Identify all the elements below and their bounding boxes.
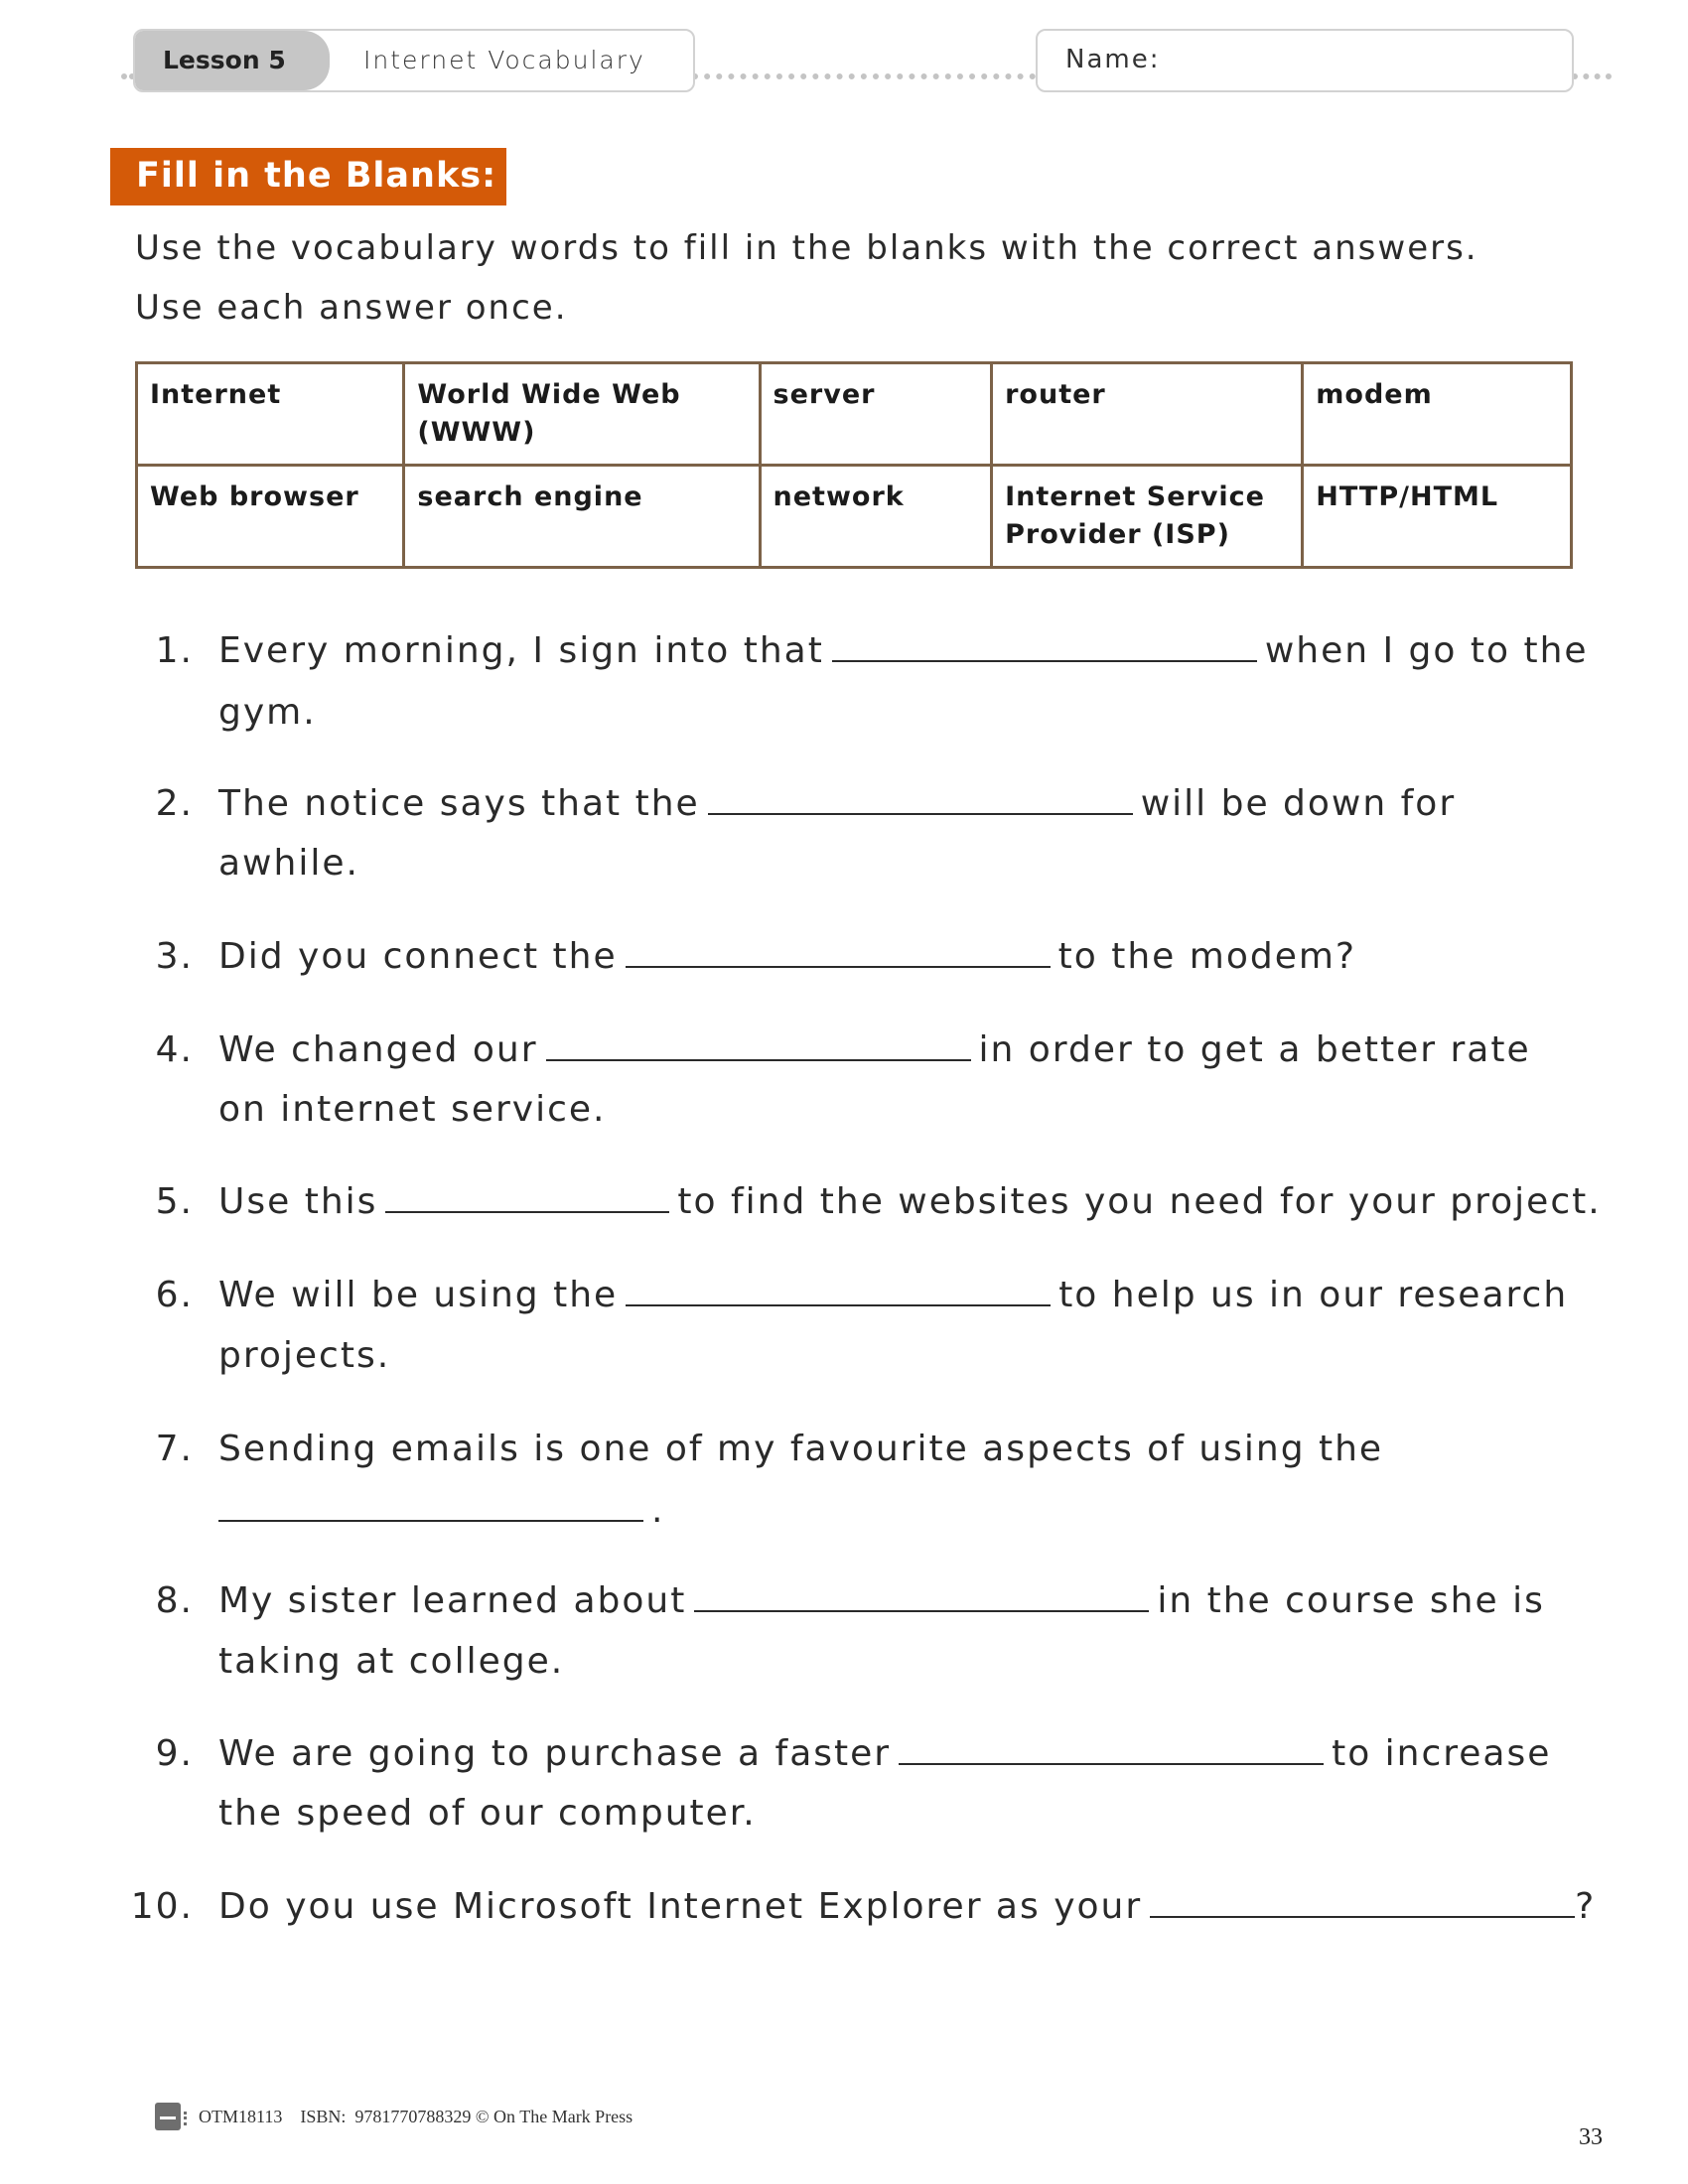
- name-label: Name:: [1065, 45, 1161, 74]
- footer-isbn: 9781770788329: [354, 2107, 472, 2126]
- word-bank-table: [135, 361, 1573, 569]
- question-text: gym.: [218, 692, 317, 733]
- section-title-banner: [110, 148, 506, 205]
- answer-blank[interactable]: [546, 1029, 971, 1061]
- question-number: 2.: [155, 783, 194, 824]
- word-bank-row: [137, 466, 1572, 568]
- question-number: 8.: [155, 1580, 194, 1621]
- word-bank-cell: search engine: [404, 466, 760, 568]
- word-bank-cell: World Wide Web (WWW): [404, 363, 760, 466]
- question-number: 9.: [155, 1733, 194, 1774]
- word-bank-cell: network: [760, 466, 992, 568]
- header-dotted-line-middle: [692, 73, 1036, 79]
- word-bank-cell: server: [760, 363, 992, 466]
- word-bank-cell: modem: [1303, 363, 1572, 466]
- word-bank-cell: Web browser: [137, 466, 404, 568]
- section-title: Fill in the Blanks:: [136, 156, 497, 196]
- question-text: We will be using the: [218, 1275, 619, 1315]
- word-bank-cell: Internet: [137, 363, 404, 466]
- header-dotted-line-right: [1572, 73, 1612, 79]
- question-text: Do you use Microsoft Internet Explorer as your: [218, 1886, 1143, 1927]
- question-text: to the modem?: [1057, 936, 1357, 977]
- word-bank-cell: Internet Service Provider (ISP): [992, 466, 1303, 568]
- question-text: Sending emails is one of my favourite aspects of using the: [218, 1429, 1384, 1469]
- question-text: in the course she is: [1157, 1580, 1545, 1621]
- question-text: .: [651, 1490, 665, 1531]
- footer-code: OTM18113: [199, 2107, 283, 2126]
- answer-blank[interactable]: [385, 1181, 669, 1213]
- word-bank-cell: router: [992, 363, 1303, 466]
- word-bank-row: [137, 363, 1572, 466]
- answer-blank[interactable]: [1150, 1886, 1575, 1918]
- question-number: 6.: [155, 1275, 194, 1315]
- question-text: to increase: [1332, 1733, 1552, 1774]
- question-number: 5.: [155, 1181, 194, 1222]
- question-text: Did you connect the: [218, 936, 618, 977]
- question-text: in order to get a better rate: [978, 1029, 1531, 1070]
- answer-blank[interactable]: [832, 630, 1257, 662]
- answer-blank[interactable]: [626, 1275, 1051, 1306]
- question-text: We are going to purchase a faster: [218, 1733, 892, 1774]
- question-text: Use this: [218, 1181, 378, 1222]
- publisher-logo-icon: [155, 2103, 181, 2130]
- question-text: awhile.: [218, 843, 359, 884]
- question-number: 3.: [155, 936, 194, 977]
- instructions-line-2: Use each answer once.: [135, 288, 568, 328]
- question-text: We changed our: [218, 1029, 538, 1070]
- question-text: when I go to the: [1264, 630, 1589, 671]
- question-number: 1.: [155, 630, 194, 671]
- lesson-tab: [135, 31, 330, 90]
- instructions-line-1: Use the vocabulary words to fill in the blanks with the correct answers.: [135, 228, 1478, 268]
- question-text: projects.: [218, 1335, 391, 1376]
- question-text: will be down for: [1140, 783, 1457, 824]
- question-text: the speed of our computer.: [218, 1793, 757, 1834]
- question-text: taking at college.: [218, 1641, 565, 1682]
- question-text: Every morning, I sign into that: [218, 630, 824, 671]
- footer-isbn-label: ISBN:: [300, 2107, 347, 2126]
- lesson-header: [133, 29, 695, 92]
- answer-blank[interactable]: [708, 783, 1133, 815]
- question-text: My sister learned about: [218, 1580, 687, 1621]
- page-number: 33: [1579, 2124, 1603, 2150]
- question-text: on internet service.: [218, 1089, 607, 1130]
- question-number: 4.: [155, 1029, 194, 1070]
- lesson-label: Lesson 5: [163, 46, 286, 74]
- word-bank-cell: HTTP/HTML: [1303, 466, 1572, 568]
- footer-copyright: © On The Mark Press: [475, 2107, 633, 2126]
- answer-blank[interactable]: [899, 1733, 1324, 1765]
- answer-blank[interactable]: [694, 1580, 1149, 1612]
- question-text: to help us in our research: [1058, 1275, 1569, 1315]
- question-text: to find the websites you need for your project.: [677, 1181, 1602, 1222]
- answer-blank[interactable]: [626, 936, 1051, 968]
- question-number: 10.: [130, 1886, 194, 1927]
- lesson-title: Internet Vocabulary: [363, 46, 645, 74]
- name-field[interactable]: [1036, 29, 1574, 92]
- answer-blank[interactable]: [218, 1490, 643, 1522]
- question-text: The notice says that the: [218, 783, 700, 824]
- footer-credits: [199, 2107, 633, 2127]
- question-number: 7.: [155, 1429, 194, 1469]
- question-text: ?: [1575, 1886, 1597, 1927]
